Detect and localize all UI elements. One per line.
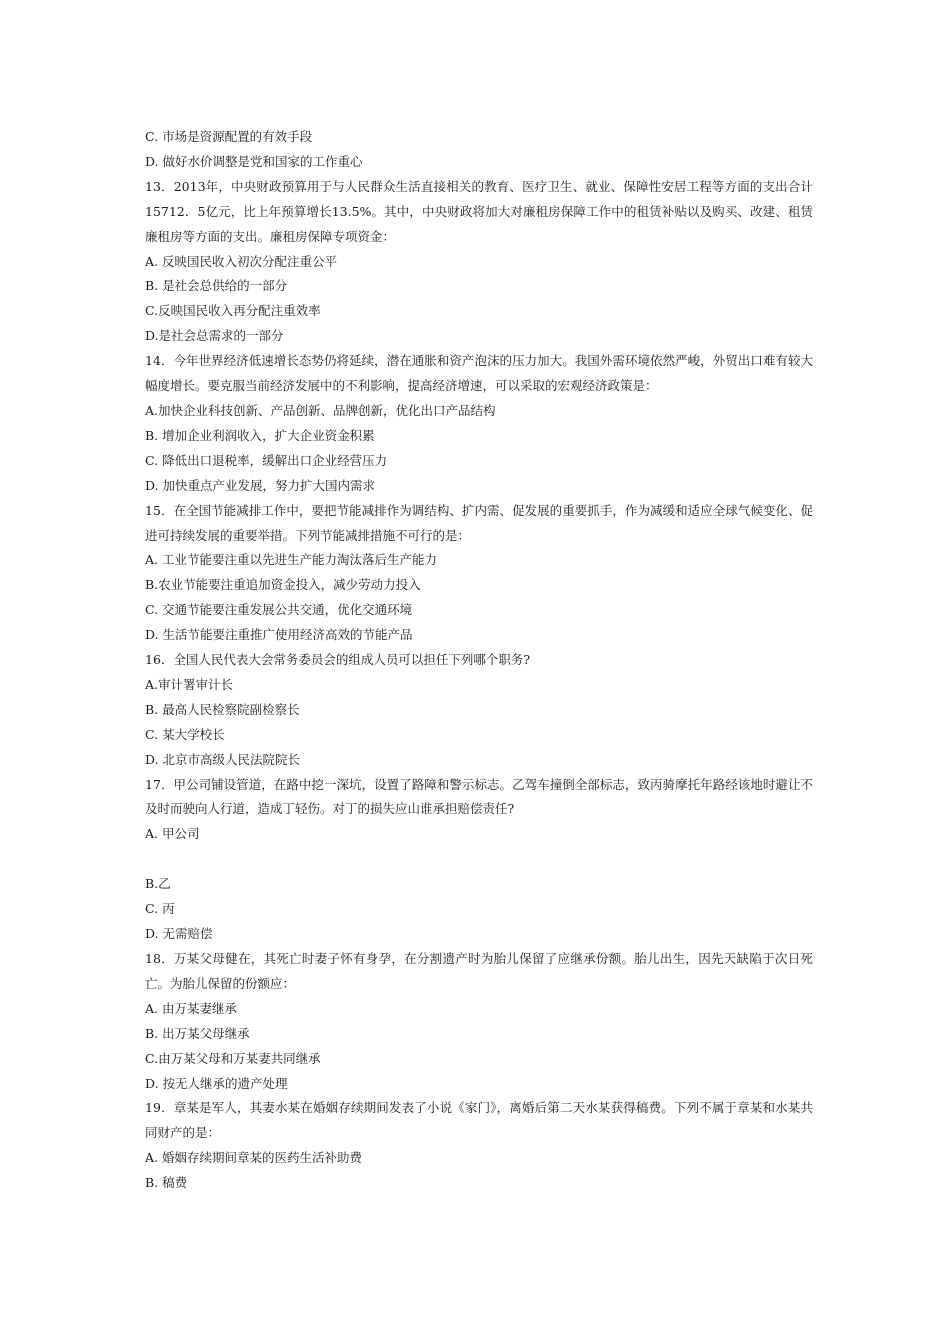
exam-text: [145, 125, 813, 1196]
option-16-c: C. 某大学校长: [145, 726, 225, 742]
option-15-c: C. 交通节能要注重发展公共交通，优化交通环境: [145, 602, 413, 618]
question-18-stem: 18．万某父母健在，其死亡时妻子怀有身孕，在分割遗产时为胎儿保留了应继承份额。胎儿出生，因先天缺陷于次日死亡。为胎儿保留的份额应：: [145, 951, 813, 991]
question-17-stem: 17．甲公司铺设管道，在路中挖一深坑，设置了路障和警示标志。乙驾车撞倒全部标志，致丙骑摩托年路经该地时避让不及时而驶向人行道，造成丁轻伤。对丁的损失应山谁承担赔偿责任?: [145, 776, 813, 817]
blank-gap: [145, 847, 813, 872]
option-17-a: A. 甲公司: [145, 826, 200, 842]
option-15-d: D. 生活节能要注重推广使用经济高效的节能产品: [145, 627, 413, 643]
option-14-a: A.加快企业科技创新、产品创新、品牌创新，优化出口产品结构: [145, 402, 496, 418]
option-16-a: A.审计署审计长: [145, 676, 234, 692]
option-15-b: B.农业节能要注重追加资金投入，减少劳动力投入: [145, 577, 421, 593]
option-12-d: D. 做好水价调整是党和国家的工作重心: [145, 153, 363, 169]
question-16-stem: 16．全国人民代表大会常务委员会的组成人员可以担任下列哪个职务?: [145, 652, 531, 668]
option-17-c: C. 丙: [145, 901, 175, 917]
option-19-b: B. 稿费: [145, 1175, 188, 1191]
option-18-c: C.由万某父母和万某妻共同继承: [145, 1050, 321, 1066]
option-15-a: A. 工业节能要注重以先进生产能力淘汰落后生产能力: [145, 552, 437, 568]
option-12-c: C. 市场是资源配置的有效手段: [145, 129, 313, 144]
question-19-stem: 19．章某是军人，其妻水某在婚姻存续期间发表了小说《家门》，离婚后第二天水某获得稿费。下列不属于章某和水某共同财产的是：: [145, 1100, 813, 1141]
question-13-stem: 13．2013年，中央财政预算用于与人民群众生活直接相关的教育、医疗卫生、就业、保障性安居工程等方面的支出合计15712．5亿元，比上年预算增长13.5%。其中，中央财政将加大对廉租房保障工作中的租赁补贴以及购买、改建、租赁廉租房等方面的支出。廉租房保障专项资金：: [145, 178, 813, 244]
question-15-stem: 15．在全国节能减排工作中，要把节能减排作为调结构、扩内需、促发展的重要抓手，作为减缓和适应全球气候变化、促进可持续发展的重要举措。下列节能减排措施不可行的是：: [145, 502, 813, 543]
option-16-b: B. 最高人民检察院副检察长: [145, 701, 300, 717]
option-14-d: D. 加快重点产业发展，努力扩大国内需求: [145, 477, 376, 493]
option-17-d: D. 无需赔偿: [145, 926, 213, 942]
option-13-b: B. 是社会总供给的一部分: [145, 278, 288, 294]
option-13-c: C.反映国民收入再分配注重效率: [145, 303, 321, 319]
option-13-d: D.是社会总需求的一部分: [145, 328, 284, 344]
option-14-c: C. 降低出口退税率，缓解出口企业经营压力: [145, 452, 388, 468]
option-17-b: B.乙: [145, 876, 171, 892]
option-16-d: D. 北京市高级人民法院院长: [145, 751, 301, 767]
question-14-stem: 14．今年世界经济低速增长态势仍将延续，潜在通胀和资产泡沫的压力加大。我国外需环境依然严峻，外贸出口难有较大幅度增长。要克服当前经济发展中的不利影响，提高经济增速，可以采取的宏观经济政策是：: [145, 353, 813, 394]
option-18-d: D. 按无人继承的遗产处理: [145, 1075, 288, 1091]
option-13-a: A. 反映国民收入初次分配注重公平: [145, 253, 337, 269]
option-18-b: B. 出万某父母继承: [145, 1025, 250, 1041]
option-18-a: A. 由万某妻继承: [145, 1000, 237, 1016]
option-14-b: B. 增加企业利润收入，扩大企业资金积累: [145, 427, 375, 443]
option-19-a: A. 婚姻存续期间章某的医药生活补助费: [145, 1150, 362, 1166]
